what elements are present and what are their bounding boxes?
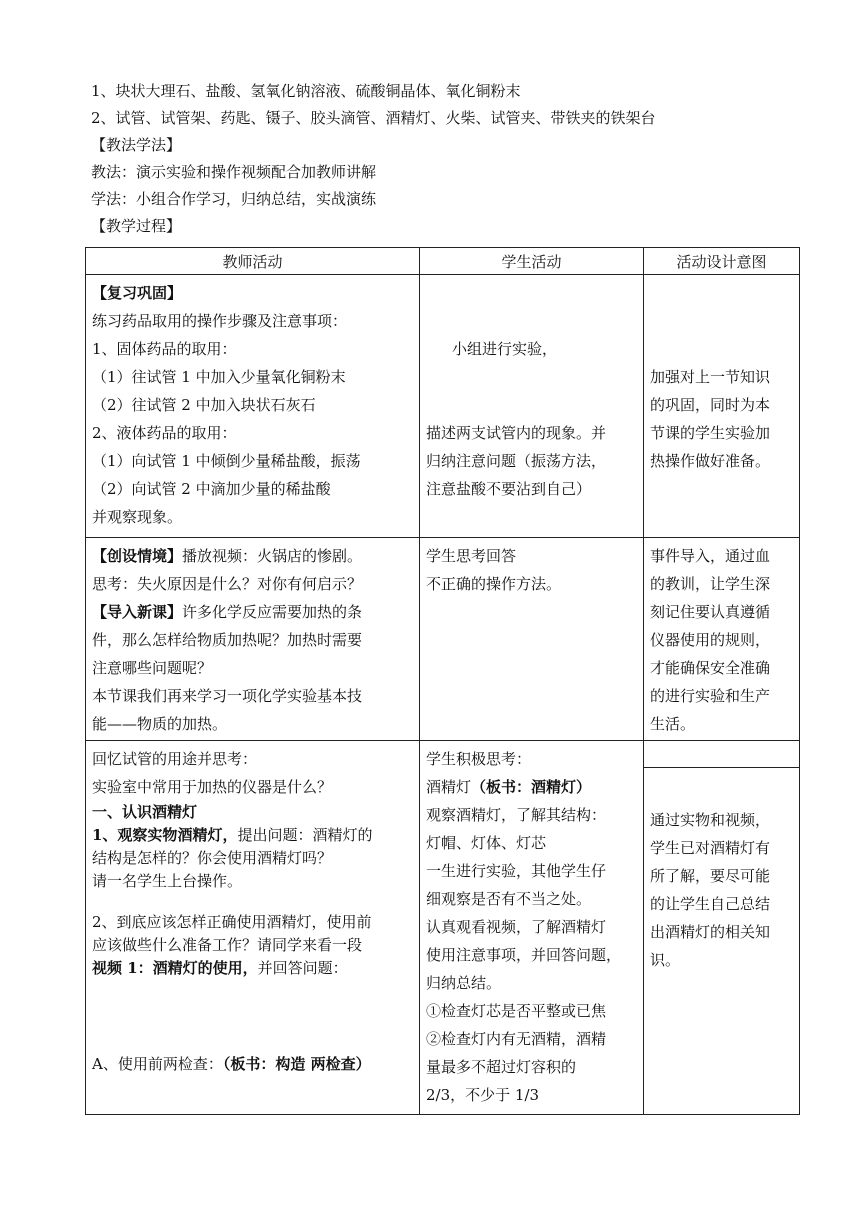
materials-line-2: 2、试管、试管架、药匙、镊子、胶头滴管、酒精灯、火柴、试管夹、带铁夹的铁架台	[91, 109, 656, 127]
row2-student-cell	[420, 538, 644, 741]
text-line: 的让学生自己总结	[650, 895, 771, 913]
text-line: 1、固体药品的取用：	[92, 340, 237, 358]
text-line: ②检查灯内有无酒精，酒精	[426, 1030, 607, 1048]
text-line: 加强对上一节知识	[650, 368, 771, 386]
review-title: 【复习巩固】	[92, 284, 183, 302]
lesson-table	[85, 247, 800, 1115]
text-line: 请一名学生上台操作。	[92, 872, 243, 890]
text-line: 学生思考回答	[426, 547, 517, 565]
text-line: 结构是怎样的？你会使用酒精灯吗？	[92, 849, 333, 867]
board-note: （板书：酒精灯）	[471, 778, 592, 796]
text-line: 2/3，不少于 1/3	[426, 1086, 540, 1104]
text-line: 认真观看视频，了解酒精灯	[426, 918, 607, 936]
text-span: 并回答问题：	[257, 959, 348, 977]
video-label: 视频 1：酒精灯的使用，	[92, 959, 258, 977]
text-line: 的巩固，同时为本	[650, 396, 771, 414]
text-line: 的教训，让学生深	[650, 575, 771, 593]
text-line: 一生进行实验，其他学生仔	[426, 862, 607, 880]
text-line: 仪器使用的规则，	[650, 631, 771, 649]
row3-teacher-cell	[86, 741, 420, 1115]
text-line: 热操作做好准备。	[650, 452, 771, 470]
text-line: 本节课我们再来学习一项化学实验基本技	[92, 687, 363, 705]
header-intent: 活动设计意图	[644, 248, 800, 275]
text-line: 观察酒精灯，了解其结构：	[426, 806, 607, 824]
row3-intent-cell	[644, 741, 800, 1115]
text-line: 并观察现象。	[92, 508, 183, 526]
text-line: 归纳总结。	[426, 974, 502, 992]
text-line: 节课的学生实验加	[650, 424, 771, 442]
text-line: 学生积极思考：	[426, 750, 532, 768]
scenario-label: 【创设情境】	[92, 547, 183, 565]
text-line: 识。	[650, 951, 681, 969]
text-line: 归纳注意问题（振荡方法，	[426, 452, 607, 470]
process-heading: 【教学过程】	[91, 217, 182, 235]
row3-student-cell	[420, 741, 644, 1115]
text-line: 能——物质的加热。	[92, 715, 228, 733]
text-line: 生活。	[650, 715, 696, 733]
materials-line-1: 1、块状大理石、盐酸、氢氧化钠溶液、硫酸铜晶体、氧化铜粉末	[91, 82, 521, 100]
header-teacher: 教师活动	[86, 248, 420, 275]
table-header-row	[86, 248, 800, 275]
text-line: （2）向试管 2 中滴加少量的稀盐酸	[92, 480, 331, 498]
text-line: 细观察是否有不当之处。	[426, 890, 592, 908]
text-line: ①检查灯芯是否平整或已焦	[426, 1002, 607, 1020]
row1-intent-cell	[644, 275, 800, 538]
table-row	[86, 275, 800, 538]
text-line: 使用注意事项，并回答问题，	[426, 946, 622, 964]
observe-label: 1、观察实物酒精灯，	[92, 826, 238, 844]
text-line: 描述两支试管内的现象。并	[426, 424, 607, 442]
text-span: 许多化学反应需要加热的条	[182, 603, 363, 621]
text-line: （1）往试管 1 中加入少量氧化铜粉末	[92, 368, 346, 386]
text-line: 量最多不超过灯容积的	[426, 1058, 577, 1076]
text-line: 2、到底应该怎样正确使用酒精灯，使用前	[92, 913, 372, 931]
text-span: 提出问题：酒精灯的	[237, 826, 373, 844]
text-line: 不正确的操作方法。	[426, 575, 562, 593]
text-line: 2、液体药品的取用：	[92, 424, 237, 442]
row2-intent-cell	[644, 538, 800, 741]
text-line: 件，那么怎样给物质加热呢？加热时需要	[92, 631, 363, 649]
text-line: 所了解，要尽可能	[650, 867, 771, 885]
table-row	[86, 538, 800, 741]
text-span: 播放视频：火锅店的惨剧。	[182, 547, 363, 565]
text-span: A、使用前两检查：	[92, 1055, 223, 1073]
text-span: 酒精灯	[426, 778, 472, 796]
text-line: 注意哪些问题呢？	[92, 659, 213, 677]
text-line: 应该做些什么准备工作？请同学来看一段	[92, 936, 363, 954]
text-line: 灯帽、灯体、灯芯	[426, 834, 547, 852]
new-lesson-label: 【导入新课】	[92, 603, 183, 621]
text-line: 思考：失火原因是什么？对你有何启示？	[92, 575, 363, 593]
row1-teacher-cell	[86, 275, 420, 538]
text-line: （2）往试管 2 中加入块状石灰石	[92, 396, 316, 414]
text-line: 才能确保安全准确	[650, 659, 771, 677]
text-line: （1）向试管 1 中倾倒少量稀盐酸，振荡	[92, 452, 361, 470]
text-line: 小组进行实验，	[452, 340, 558, 358]
row1-student-cell	[420, 275, 644, 538]
text-line: 实验室中常用于加热的仪器是什么？	[92, 778, 333, 796]
text-line: 的进行实验和生产	[650, 687, 771, 705]
table-row	[86, 741, 800, 1115]
text-line: 学生已对酒精灯有	[650, 839, 771, 857]
row2-teacher-cell	[86, 538, 420, 741]
intro-section	[91, 78, 811, 240]
text-line: 注意盐酸不要沾到自己）	[426, 480, 592, 498]
section-heading: 一、认识酒精灯	[92, 803, 198, 821]
teaching-method: 教法：演示实验和操作视频配合加教师讲解	[91, 163, 377, 181]
board-note: （板书：构造 两检查）	[222, 1055, 371, 1073]
text-line: 通过实物和视频，	[650, 811, 771, 829]
text-line: 回忆试管的用途并思考：	[92, 750, 258, 768]
text-line: 事件导入，通过血	[650, 547, 771, 565]
methods-heading: 【教法学法】	[91, 136, 182, 154]
text-line: 出酒精灯的相关知	[650, 923, 771, 941]
header-student: 学生活动	[420, 248, 644, 275]
text-line: 练习药品取用的操作步骤及注意事项：	[92, 312, 348, 330]
text-line: 刻记住要认真遵循	[650, 603, 771, 621]
learning-method: 学法：小组合作学习，归纳总结，实战演练	[91, 190, 377, 208]
